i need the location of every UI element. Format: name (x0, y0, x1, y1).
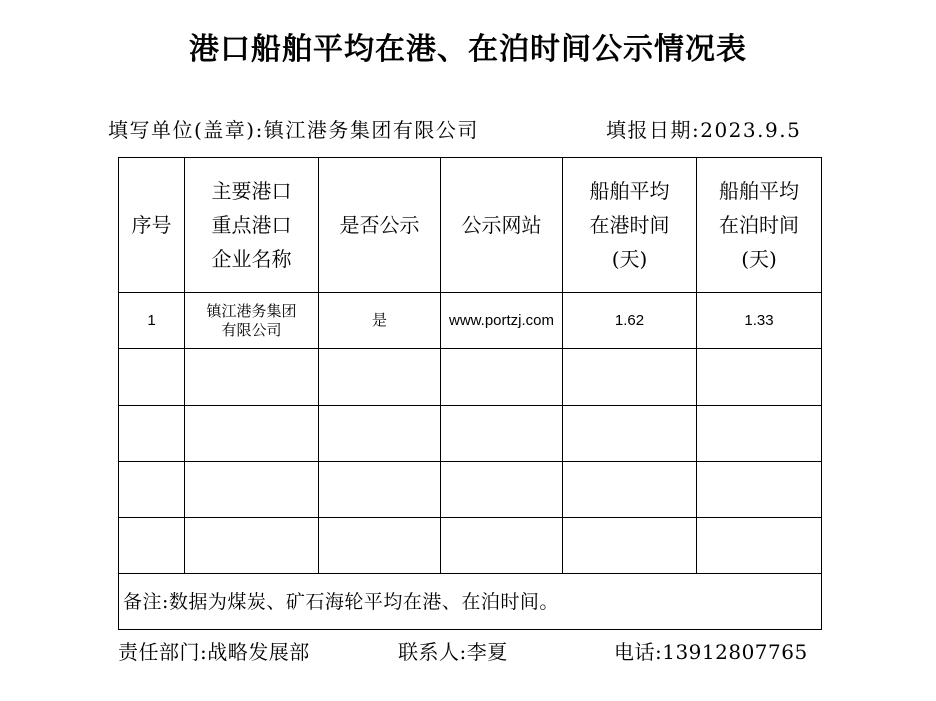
cell-company-line-2: 有限公司 (221, 320, 282, 339)
page-title: 港口船舶平均在港、在泊时间公示情况表 (189, 32, 747, 67)
empty-cell (319, 462, 441, 518)
header-company-line-2: 重点港口 (211, 213, 292, 237)
empty-cell (563, 349, 697, 406)
empty-row (119, 406, 822, 462)
header-avg-port-line-1: 船舶平均 (589, 179, 670, 203)
header-company-line-1: 主要港口 (211, 179, 292, 203)
empty-cell (319, 406, 441, 462)
empty-row (119, 349, 822, 406)
empty-cell (697, 349, 822, 406)
empty-cell (319, 349, 441, 406)
header-avg-port-line-3: (天) (611, 247, 648, 271)
header-avg-berth (697, 158, 822, 293)
empty-cell (185, 349, 319, 406)
empty-cell (119, 349, 185, 406)
header-is-public: 是否公示 (319, 158, 441, 293)
data-table (118, 157, 822, 630)
empty-cell (563, 406, 697, 462)
empty-cell (697, 518, 822, 574)
footer-dept: 责任部门:战略发展部 (118, 640, 310, 664)
empty-cell (185, 462, 319, 518)
fill-date: 填报日期:2023.9.5 (606, 118, 802, 142)
empty-cell (563, 518, 697, 574)
cell-avg-berth: 1.33 (697, 293, 822, 349)
empty-cell (319, 518, 441, 574)
header-avg-berth-line-3: (天) (741, 247, 777, 271)
empty-cell (185, 518, 319, 574)
header-avg-port (563, 158, 697, 293)
note-row (119, 574, 822, 630)
empty-cell (185, 406, 319, 462)
table-row (119, 293, 822, 349)
empty-row (119, 518, 822, 574)
empty-cell (119, 518, 185, 574)
footer-contact: 联系人:李夏 (398, 640, 508, 664)
empty-cell (697, 406, 822, 462)
note-text: 备注:数据为煤炭、矿石海轮平均在港、在泊时间。 (119, 574, 822, 630)
header-seq: 序号 (119, 158, 185, 293)
header-avg-berth-line-1: 船舶平均 (719, 179, 799, 203)
header-company-line-3: 企业名称 (211, 247, 292, 271)
empty-cell (441, 462, 563, 518)
footer-phone: 电话:13912807765 (614, 640, 808, 664)
header-website: 公示网站 (441, 158, 563, 293)
empty-cell (441, 518, 563, 574)
header-company (185, 158, 319, 293)
cell-is-public: 是 (319, 293, 441, 349)
empty-cell (119, 406, 185, 462)
empty-row (119, 462, 822, 518)
cell-avg-port: 1.62 (563, 293, 697, 349)
header-avg-berth-line-2: 在泊时间 (719, 213, 799, 237)
empty-cell (119, 462, 185, 518)
header-avg-port-line-2: 在港时间 (589, 213, 670, 237)
empty-cell (563, 462, 697, 518)
fill-unit: 填写单位(盖章):镇江港务集团有限公司 (108, 118, 479, 142)
header-row (119, 158, 822, 293)
empty-cell (441, 349, 563, 406)
empty-cell (441, 406, 563, 462)
cell-website-link[interactable]: www.portzj.com (441, 293, 563, 349)
cell-seq: 1 (119, 293, 185, 349)
cell-company-line-1: 镇江港务集团 (206, 301, 297, 320)
cell-company (185, 293, 319, 349)
empty-cell (697, 462, 822, 518)
